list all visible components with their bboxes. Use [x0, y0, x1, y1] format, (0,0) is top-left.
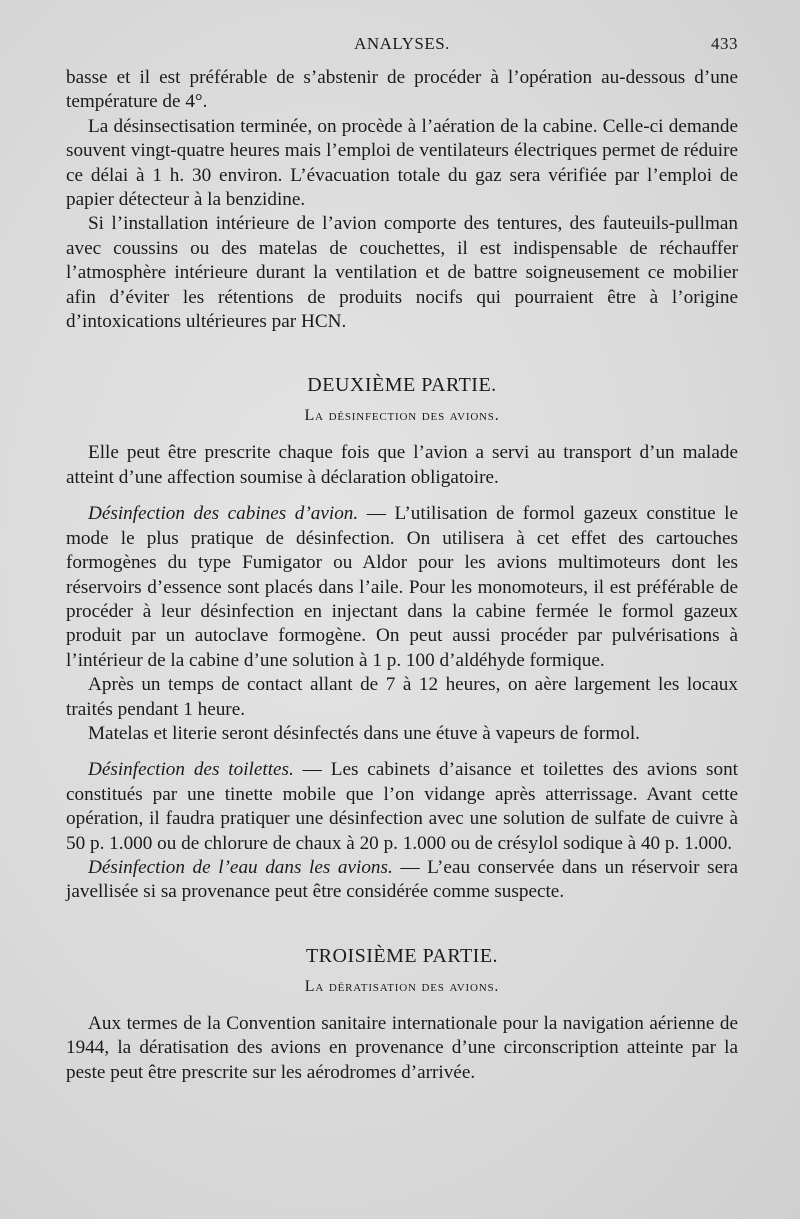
eau-text: — L’eau conservée dans un réservoir sera javellisée si sa provenance peut être considérée comme suspecte. [66, 856, 738, 903]
part-two-title: DEUXIÈME PARTIE. [307, 374, 497, 397]
toilettes-text: — Les cabinets d’aisance et toilettes des avions sont constitués par une tinette mobile que l’on vidange après atterrissage. Avant cette opération, il faudra pratiquer une désinfection avec une solution de sulfate de cuivre à 50 p. 1.000 ou de chlorure de chaux à 20 p. 1.000 ou de crésylol sodique à 40 p. 1.000. [66, 759, 738, 854]
part-three-subtitle: La dératisation des avions. [304, 977, 500, 995]
part-two-subtitle: La désinfection des avions. [304, 407, 500, 425]
paragraph-cabines [66, 502, 738, 673]
running-head [66, 34, 738, 60]
paragraph-deratisation: Aux termes de la Convention sanitaire internationale pour la navigation aérienne de 1944, la dératisation des avions en provenance d’une circonscription atteinte par la peste peut être prescrite sur les aérodromes d’arrivée. [66, 1012, 738, 1083]
paragraph-eau [66, 856, 738, 905]
eau-heading: Désinfection de l’eau dans les avions. [88, 856, 393, 878]
paragraph-installation: Si l’installation intérieure de l’avion comporte des tentures, des fauteuils-pullman avec coussins ou des matelas de couchettes, il est indispensable de réchauffer l’atmosphère intérieure durant la ventilation et de battre soigneusement ce mobilier afin d’éviter les rétentions de produits nocifs qui pourraient être à l’origine d’intoxications ultérieures par HCN. [66, 213, 738, 333]
part-three-title: TROISIÈME PARTIE. [305, 944, 499, 967]
paragraph-contact: Après un temps de contact allant de 7 à 12 heures, on aère largement les locaux traités pendant 1 heure. [66, 674, 738, 720]
cabines-heading: Désinfection des cabines d’avion. [88, 503, 359, 525]
toilettes-heading: Désinfection des toilettes. [88, 759, 294, 781]
paragraph-toilettes [66, 758, 738, 856]
page-number: 433 [711, 34, 738, 53]
paragraph-aeration: La désinsectisation terminée, on procède à l’aération de la cabine. Celle-ci demande souvent vingt-quatre heures mais l’emploi de ventilateurs électriques permet de réduire ce délai à 1 h. 30 environ. L’évacuation totale du gaz sera vérifiée par l’emploi de papier détecteur à la benzidine. [66, 115, 738, 211]
cabines-text: — L’utilisation de formol gazeux constitue le mode le plus pratique de désinfection. On utilisera à cet effet des cartouches formogènes du type Fumigator ou Aldor pour les avions multimoteurs dont les réservoirs d’essence sont placés dans l’aile. Pour les monomoteurs, il est préférable de procéder à leur désinfection en injectant dans la cabine fermée le formol gazeux produit par un autoclave formogène. On peut aussi procéder par pulvérisations à l’intérieur de la cabine d’une solution à 1 p. 100 d’aldéhyde formique. [66, 503, 738, 671]
running-head-title: ANALYSES. [354, 34, 450, 53]
paragraph-matelas: Matelas et literie seront désinfectés dans une étuve à vapeurs de formol. [88, 722, 640, 744]
paragraph-temperature: basse et il est préférable de s’abstenir de procéder à l’opération au-dessous d’une température de 4°. [66, 67, 738, 113]
paragraph-prescription: Elle peut être prescrite chaque fois que l’avion a servi au transport d’un malade atteint d’une affection soumise à déclaration obligatoire. [66, 442, 738, 488]
